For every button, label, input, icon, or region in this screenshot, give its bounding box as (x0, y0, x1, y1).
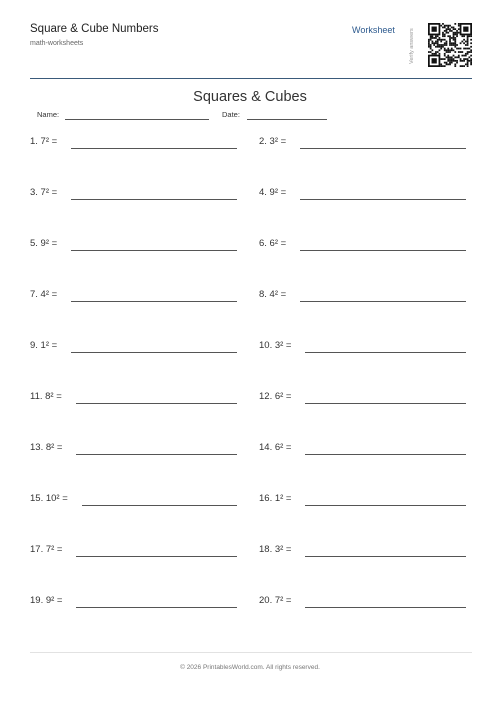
problem-question: 4. 9² = (259, 187, 287, 198)
answer-line[interactable] (71, 199, 237, 200)
answer-line[interactable] (305, 352, 466, 353)
problem-item (30, 187, 237, 201)
problem-item (259, 289, 466, 303)
answer-line[interactable] (71, 352, 237, 353)
problem-question: 19. 9² = (30, 595, 63, 606)
answer-line[interactable] (71, 148, 237, 149)
problem-question: 6. 6² = (259, 238, 287, 249)
problem-item (30, 544, 237, 558)
problem-question: 3. 7² = (30, 187, 58, 198)
header-title: Square & Cube Numbers (30, 23, 159, 35)
problem-item (259, 238, 466, 252)
problem-question: 14. 6² = (259, 442, 292, 453)
problem-question: 18. 3² = (259, 544, 292, 555)
problem-item (259, 136, 466, 150)
problem-question: 17. 7² = (30, 544, 63, 555)
footer-divider (30, 652, 472, 653)
problem-item (259, 187, 466, 201)
answer-line[interactable] (71, 250, 237, 251)
verify-label: Verify answers (409, 28, 415, 64)
problem-question: 11. 8² = (30, 391, 62, 402)
problem-item (259, 595, 466, 609)
problem-question: 5. 9² = (30, 238, 58, 249)
answer-line[interactable] (76, 556, 237, 557)
problem-item (30, 238, 237, 252)
problem-question: 13. 8² = (30, 442, 63, 453)
problem-item (259, 544, 466, 558)
problem-item (259, 340, 466, 354)
header-subtitle: math-worksheets (30, 40, 84, 47)
footer-copyright: © 2026 PrintablesWorld.com. All rights reserved. (180, 664, 320, 671)
answer-line[interactable] (300, 148, 466, 149)
header-divider (30, 78, 472, 79)
answer-line[interactable] (300, 250, 466, 251)
problem-question: 8. 4² = (259, 289, 287, 300)
answer-line[interactable] (305, 454, 466, 455)
date-label: Date: (222, 110, 240, 119)
problem-question: 12. 6² = (259, 391, 292, 402)
problem-item (259, 493, 466, 507)
problem-question: 1. 7² = (30, 136, 58, 147)
answer-line[interactable] (82, 505, 237, 506)
problem-item (30, 136, 237, 150)
problem-item (259, 391, 466, 405)
answer-line[interactable] (305, 505, 466, 506)
answer-line[interactable] (300, 199, 466, 200)
qr-code-icon (428, 18, 472, 72)
problem-item (30, 493, 237, 507)
problem-item (259, 442, 466, 456)
problem-question: 15. 10² = (30, 493, 68, 504)
answer-line[interactable] (300, 301, 466, 302)
answer-line[interactable] (305, 607, 466, 608)
name-label: Name: (37, 110, 60, 119)
problem-question: 16. 1² = (259, 493, 292, 504)
problem-item (30, 289, 237, 303)
header-tag: Worksheet (352, 25, 395, 35)
problem-question: 20. 7² = (259, 595, 292, 606)
problem-question: 10. 3² = (259, 340, 292, 351)
name-field-line[interactable] (65, 119, 209, 120)
date-field-line[interactable] (247, 119, 327, 120)
problem-item (30, 391, 237, 405)
problem-item (30, 442, 237, 456)
answer-line[interactable] (71, 301, 237, 302)
answer-line[interactable] (305, 556, 466, 557)
problem-question: 7. 4² = (30, 289, 58, 300)
problem-question: 2. 3² = (259, 136, 287, 147)
problem-item (30, 595, 237, 609)
answer-line[interactable] (305, 403, 466, 404)
answer-line[interactable] (76, 403, 237, 404)
problem-item (30, 340, 237, 354)
problem-question: 9. 1² = (30, 340, 58, 351)
answer-line[interactable] (76, 454, 237, 455)
answer-line[interactable] (76, 607, 237, 608)
worksheet-title: Squares & Cubes (193, 89, 307, 105)
